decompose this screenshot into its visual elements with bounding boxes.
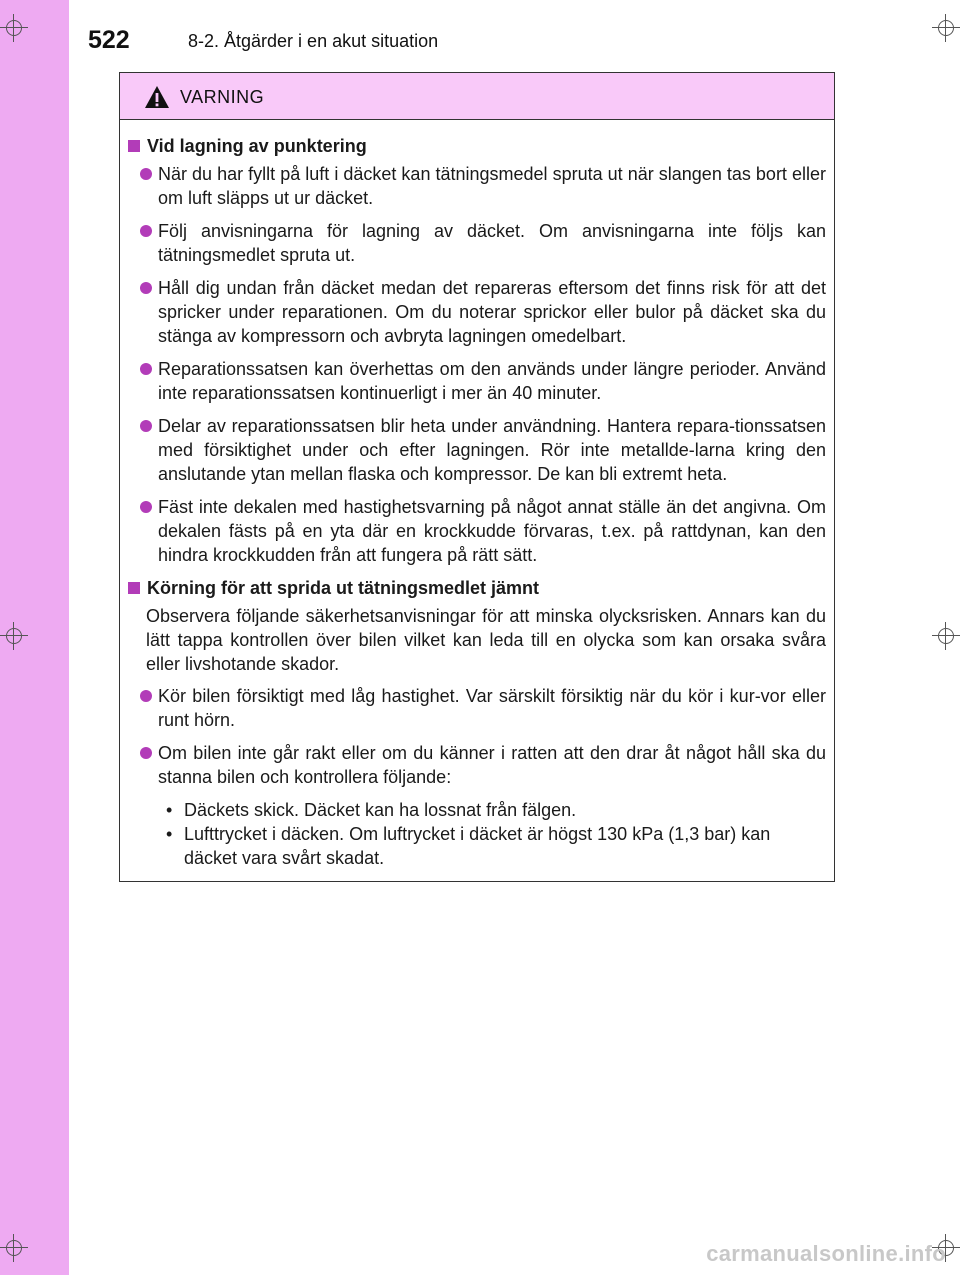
heading-text: Vid lagning av punktering [147,136,367,156]
round-bullet-icon [140,747,152,759]
round-bullet-icon [140,282,152,294]
round-bullet-icon [140,501,152,513]
warning-body [120,120,834,870]
registration-mark [0,622,28,650]
list-item-text: Följ anvisningarna för lagning av däcket. Om anvisningarna inte följs kan tätningsmedlet spruta ut. [158,221,826,265]
round-bullet-icon [140,363,152,375]
list-item [140,162,826,210]
list-item [140,219,826,267]
list-item [140,414,826,486]
round-bullet-icon [140,168,152,180]
list-item [140,495,826,567]
list-item [140,741,826,789]
square-bullet-icon [128,140,140,152]
section-heading [128,134,826,158]
list-item-text: Delar av reparationssatsen blir heta under användning. Hantera repara-tionssatsen med försiktighet under och efter lagningen. Rör inte metallde-larna kring den anslutande ytan mellan flaska och kompressor. De kan bli extremt heta. [158,416,826,484]
sub-list-item [166,798,826,822]
registration-mark [0,14,28,42]
round-bullet-icon [140,690,152,702]
sub-list-item-text: Däckets skick. Däcket kan ha lossnat från fälgen. [184,800,577,820]
section-paragraph: Observera följande säkerhetsanvisningar för att minska olycksrisken. Annars kan du lätt tappa kontrollen över bilen vilket kan leda till en olycka som kan orsaka svåra eller livshotande skador. [146,606,826,674]
registration-mark [932,622,960,650]
sub-list-item [166,822,826,870]
heading-text: Körning för att sprida ut tätningsmedlet jämnt [147,578,540,598]
list-item-text: Om bilen inte går rakt eller om du känner i ratten att den drar åt något håll ska du stanna bilen och kontrollera följande: [158,743,826,787]
square-bullet-icon [128,582,140,594]
footer-logo: carmanualsonline.info [706,1241,946,1266]
section-title: 8-2. Åtgärder i en akut situation [188,31,439,51]
list-item [140,276,826,348]
small-bullet-icon: • [166,824,173,844]
list-item [140,357,826,405]
list-item-text: När du har fyllt på luft i däcket kan tätningsmedel spruta ut när slangen tas bort eller om luft släpps ut ur däcket. [158,164,826,208]
small-bullet-icon: • [166,800,173,820]
page-number: 522 [88,26,130,54]
warning-header [120,73,834,120]
list-item-text: Kör bilen försiktigt med låg hastighet. Var särskilt försiktig när du kör i kur-vor eller runt hörn. [158,686,826,730]
registration-mark [0,1234,28,1262]
warning-label: VARNING [180,87,265,107]
sub-list-item-text: Lufttrycket i däcken. Om luftrycket i däcket är högst 130 kPa (1,3 bar) kan däcket vara svårt skadat. [184,824,771,868]
round-bullet-icon [140,420,152,432]
warning-box [119,72,835,882]
warning-triangle-icon [144,85,170,109]
list-item-text: Fäst inte dekalen med hastighetsvarning på något annat ställe än det angivna. Om dekalen fästs på en yta där en krockkudde förvaras, t.ex. på rattdynan, kan den hindra krockkudden från att fungera på rätt sätt. [158,497,826,565]
list-item [140,684,826,732]
round-bullet-icon [140,225,152,237]
registration-mark [932,14,960,42]
list-item-text: Håll dig undan från däcket medan det repareras eftersom det finns risk för att det spricker under reparationen. Om du noterar sprickor eller bulor på däcket ska du stänga av kompressorn och avbryta lagningen omedelbart. [158,278,826,346]
section-heading [128,576,826,600]
list-item-text: Reparationssatsen kan överhettas om den används under längre perioder. Använd inte reparationssatsen kontinuerligt i mer än 40 minuter. [158,359,826,403]
